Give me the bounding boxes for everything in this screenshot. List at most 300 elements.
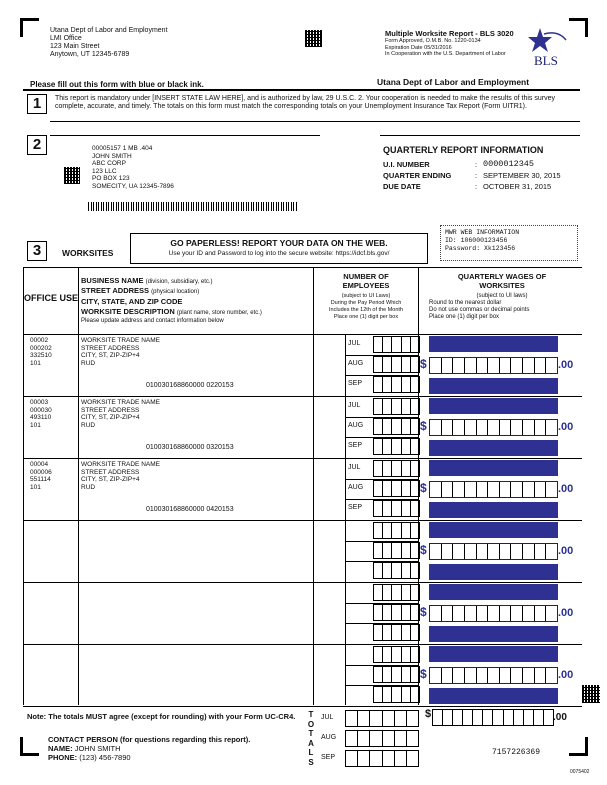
digit-box[interactable] bbox=[383, 711, 395, 726]
employee-count-input[interactable] bbox=[373, 418, 420, 435]
digit-box[interactable] bbox=[500, 606, 512, 621]
month-label: JUL bbox=[348, 402, 361, 409]
digit-box[interactable] bbox=[442, 420, 454, 435]
wages-note-2: Round to the nearest dollar bbox=[429, 300, 502, 306]
digit-box[interactable] bbox=[465, 482, 477, 497]
digit-box[interactable] bbox=[392, 461, 401, 476]
digit-box[interactable] bbox=[374, 481, 383, 496]
mail-line-6: SOMECITY, UA 12345-7896 bbox=[92, 182, 174, 190]
total-month-label: AUG bbox=[321, 734, 337, 741]
digit-box[interactable] bbox=[500, 358, 512, 373]
wage-input[interactable] bbox=[429, 605, 558, 622]
street-note: (physical location) bbox=[151, 288, 200, 295]
digit-box[interactable] bbox=[392, 419, 401, 434]
digit-box[interactable] bbox=[523, 482, 535, 497]
digit-box[interactable] bbox=[392, 625, 401, 640]
digit-box[interactable] bbox=[383, 481, 392, 496]
digit-box[interactable] bbox=[383, 751, 395, 766]
digit-box[interactable] bbox=[483, 710, 493, 725]
section-1-divider bbox=[50, 121, 580, 122]
digit-box[interactable] bbox=[392, 399, 401, 414]
digit-box[interactable] bbox=[346, 731, 358, 746]
digit-box[interactable] bbox=[500, 668, 512, 683]
digit-box[interactable] bbox=[383, 667, 392, 682]
digit-box[interactable] bbox=[523, 606, 535, 621]
digit-box[interactable] bbox=[500, 482, 512, 497]
digit-box[interactable] bbox=[402, 501, 411, 516]
employee-count-input[interactable] bbox=[373, 542, 420, 559]
digit-box[interactable] bbox=[500, 544, 512, 559]
digit-box[interactable] bbox=[374, 667, 383, 682]
row-divider bbox=[23, 458, 582, 459]
digit-box[interactable] bbox=[430, 358, 442, 373]
digit-box[interactable] bbox=[453, 668, 465, 683]
digit-box[interactable] bbox=[453, 358, 465, 373]
digit-box[interactable] bbox=[465, 606, 477, 621]
office-name: LMI Office bbox=[50, 35, 82, 42]
agency-address-block bbox=[50, 27, 168, 59]
digit-box[interactable] bbox=[346, 751, 358, 766]
digit-box[interactable] bbox=[411, 481, 419, 496]
digit-box[interactable] bbox=[370, 751, 382, 766]
digit-box[interactable] bbox=[358, 711, 370, 726]
total-employee-input[interactable] bbox=[345, 710, 419, 727]
digit-box[interactable] bbox=[442, 544, 454, 559]
digit-box[interactable] bbox=[392, 439, 401, 454]
digit-box[interactable] bbox=[383, 377, 392, 392]
worksite-street: STREET ADDRESS bbox=[81, 468, 140, 476]
total-month-label: JUL bbox=[321, 714, 334, 721]
digit-box[interactable] bbox=[374, 439, 383, 454]
digit-box[interactable] bbox=[411, 419, 419, 434]
digit-box[interactable] bbox=[374, 461, 383, 476]
worksite-street: STREET ADDRESS bbox=[81, 406, 140, 414]
wage-bar-top bbox=[429, 646, 558, 662]
office-code-line: 00002 bbox=[30, 337, 49, 344]
digit-box[interactable] bbox=[477, 606, 489, 621]
omb-number: Form Approved, O.M.B. No. 1220-0134 bbox=[385, 38, 481, 44]
mailing-address bbox=[92, 145, 174, 190]
wage-bar-bottom bbox=[429, 378, 558, 394]
office-code-line: 551114 bbox=[30, 476, 51, 483]
digit-box[interactable] bbox=[392, 563, 401, 578]
row-divider bbox=[23, 520, 582, 521]
digit-box[interactable] bbox=[488, 668, 500, 683]
digit-box[interactable] bbox=[383, 419, 392, 434]
office-code-line: 332510 bbox=[30, 352, 52, 359]
header-qr-code bbox=[305, 30, 322, 47]
worksite-city: CITY, ST, ZIP-ZIP+4 bbox=[81, 476, 140, 483]
digit-box[interactable] bbox=[534, 710, 544, 725]
office-use-header: OFFICE USE bbox=[24, 293, 79, 303]
digit-box[interactable] bbox=[392, 667, 401, 682]
digit-box[interactable] bbox=[383, 439, 392, 454]
digit-box[interactable] bbox=[453, 420, 465, 435]
digit-box[interactable] bbox=[402, 523, 411, 538]
digit-box[interactable] bbox=[535, 544, 547, 559]
digit-box[interactable] bbox=[383, 501, 392, 516]
digit-box[interactable] bbox=[535, 358, 547, 373]
digit-box[interactable] bbox=[383, 357, 392, 372]
digit-box[interactable] bbox=[546, 606, 557, 621]
digit-box[interactable] bbox=[477, 482, 489, 497]
digit-box[interactable] bbox=[392, 523, 401, 538]
digit-box[interactable] bbox=[511, 358, 523, 373]
digit-box[interactable] bbox=[374, 605, 383, 620]
digit-box[interactable] bbox=[402, 439, 411, 454]
office-code-line: 101 bbox=[30, 483, 41, 491]
digit-box[interactable] bbox=[430, 606, 442, 621]
agency-name: Utana Dept of Labor and Employment bbox=[50, 27, 168, 34]
employee-count-input[interactable] bbox=[373, 646, 420, 663]
total-dollar-sign: $ bbox=[425, 708, 432, 720]
contact-title: CONTACT PERSON (for questions regarding this report). bbox=[48, 735, 251, 744]
digit-box[interactable] bbox=[402, 543, 411, 558]
digit-box[interactable] bbox=[546, 668, 557, 683]
digit-box[interactable] bbox=[392, 501, 401, 516]
total-month-label: SEP bbox=[321, 754, 336, 761]
wage-input[interactable] bbox=[429, 481, 558, 498]
digit-box[interactable] bbox=[430, 482, 442, 497]
digit-box[interactable] bbox=[477, 668, 489, 683]
employee-count-input[interactable] bbox=[373, 438, 420, 455]
corner-mark-bottom-left bbox=[20, 737, 39, 756]
digit-box[interactable] bbox=[411, 647, 419, 662]
web-password: Password: Xk123456 bbox=[445, 245, 516, 252]
digit-box[interactable] bbox=[453, 606, 465, 621]
employee-count-input[interactable] bbox=[373, 480, 420, 497]
digit-box[interactable] bbox=[392, 481, 401, 496]
business-header bbox=[81, 276, 313, 325]
street-header: STREET ADDRESS bbox=[81, 285, 150, 295]
digit-box[interactable] bbox=[453, 544, 465, 559]
total-cents: .00 bbox=[553, 712, 567, 723]
worksite-code: 010030168860000 0320153 bbox=[146, 444, 234, 451]
digit-box[interactable] bbox=[395, 751, 407, 766]
digit-box[interactable] bbox=[402, 377, 411, 392]
digit-box[interactable] bbox=[430, 544, 442, 559]
digit-box[interactable] bbox=[383, 585, 392, 600]
digit-box[interactable] bbox=[411, 585, 419, 600]
mail-line-3: ABC CORP bbox=[92, 160, 126, 167]
digit-box[interactable] bbox=[488, 358, 500, 373]
paperless-title: GO PAPERLESS! REPORT YOUR DATA ON THE WEB. bbox=[170, 238, 388, 248]
form-code: 0075402 bbox=[570, 769, 590, 775]
employee-count-input[interactable] bbox=[373, 522, 420, 539]
digit-box[interactable] bbox=[402, 667, 411, 682]
digit-box[interactable] bbox=[546, 358, 557, 373]
office-column-divider bbox=[78, 267, 79, 705]
dollar-sign: $ bbox=[420, 357, 427, 371]
digit-box[interactable] bbox=[500, 420, 512, 435]
digit-box[interactable] bbox=[546, 482, 557, 497]
quarter-ending-value: SEPTEMBER 30, 2015 bbox=[483, 171, 561, 180]
digit-box[interactable] bbox=[383, 731, 395, 746]
quarterly-info-table: U.I. NUMBER : 0000012345 QUARTER ENDING : SEPTEMBER 30, 2015 DUE DATE : OCTOBER 31, 2015 bbox=[383, 159, 561, 191]
business-name-note: (division, subsidiary, etc.) bbox=[145, 279, 213, 285]
digit-box[interactable] bbox=[523, 358, 535, 373]
employee-count-input[interactable] bbox=[373, 624, 420, 641]
web-id: ID: 106000123456 bbox=[445, 237, 508, 244]
digit-box[interactable] bbox=[442, 482, 454, 497]
digit-box[interactable] bbox=[374, 501, 383, 516]
wage-input[interactable] bbox=[429, 357, 558, 374]
digit-box[interactable] bbox=[370, 711, 382, 726]
digit-box[interactable] bbox=[383, 563, 392, 578]
digit-box[interactable] bbox=[544, 710, 553, 725]
digit-box[interactable] bbox=[411, 399, 419, 414]
digit-box[interactable] bbox=[488, 482, 500, 497]
digit-box[interactable] bbox=[383, 399, 392, 414]
digit-box[interactable] bbox=[411, 605, 419, 620]
digit-box[interactable] bbox=[374, 399, 383, 414]
digit-box[interactable] bbox=[392, 687, 401, 702]
digit-box[interactable] bbox=[511, 668, 523, 683]
digit-box[interactable] bbox=[402, 337, 411, 352]
digit-box[interactable] bbox=[535, 482, 547, 497]
digit-box[interactable] bbox=[374, 687, 383, 702]
row-divider bbox=[23, 644, 582, 645]
digit-box[interactable] bbox=[477, 544, 489, 559]
office-code-line: 000202 bbox=[30, 344, 52, 352]
digit-box[interactable] bbox=[411, 377, 419, 392]
digit-box[interactable] bbox=[383, 543, 392, 558]
digit-box[interactable] bbox=[392, 357, 401, 372]
digit-box[interactable] bbox=[383, 605, 392, 620]
digit-box[interactable] bbox=[383, 625, 392, 640]
digit-box[interactable] bbox=[535, 606, 547, 621]
digit-box[interactable] bbox=[402, 585, 411, 600]
digit-box[interactable] bbox=[514, 710, 524, 725]
digit-box[interactable] bbox=[402, 563, 411, 578]
dollar-sign: $ bbox=[420, 667, 427, 681]
employee-count-input[interactable] bbox=[373, 356, 420, 373]
digit-box[interactable] bbox=[546, 544, 557, 559]
digit-box[interactable] bbox=[511, 606, 523, 621]
contact-name: JOHN SMITH bbox=[74, 744, 121, 753]
digit-box[interactable] bbox=[465, 544, 477, 559]
digit-box[interactable] bbox=[411, 461, 419, 476]
digit-box[interactable] bbox=[524, 710, 534, 725]
digit-box[interactable] bbox=[504, 710, 514, 725]
agency-name-right: Utana Dept of Labor and Employment bbox=[377, 77, 530, 87]
digit-box[interactable] bbox=[493, 710, 503, 725]
digit-box[interactable] bbox=[411, 523, 419, 538]
worksite-city: CITY, ST, ZIP-ZIP+4 bbox=[81, 352, 140, 359]
digit-box[interactable] bbox=[407, 731, 418, 746]
digit-box[interactable] bbox=[453, 482, 465, 497]
digit-box[interactable] bbox=[374, 377, 383, 392]
office-code-line: 00003 bbox=[30, 399, 49, 406]
digit-box[interactable] bbox=[395, 731, 407, 746]
wage-input[interactable] bbox=[429, 419, 558, 436]
wage-bar-bottom bbox=[429, 688, 558, 704]
digit-box[interactable] bbox=[402, 605, 411, 620]
digit-box[interactable] bbox=[402, 357, 411, 372]
worksites-label: WORKSITES bbox=[62, 248, 114, 258]
worksite-code: 010030168860000 0420153 bbox=[146, 506, 234, 513]
month-label: JUL bbox=[348, 340, 361, 347]
digit-box[interactable] bbox=[383, 461, 392, 476]
office-code-line: 101 bbox=[30, 421, 41, 429]
digit-box[interactable] bbox=[402, 399, 411, 414]
digit-box[interactable] bbox=[374, 563, 383, 578]
digit-box[interactable] bbox=[392, 585, 401, 600]
digit-box[interactable] bbox=[535, 668, 547, 683]
employee-count-input[interactable] bbox=[373, 336, 420, 353]
description-note: (plant name, store number, etc.) bbox=[176, 309, 262, 316]
contact-name-label: NAME: bbox=[48, 744, 73, 753]
digit-box[interactable] bbox=[453, 710, 463, 725]
digit-box[interactable] bbox=[370, 731, 382, 746]
office-use-codes bbox=[30, 461, 52, 491]
digit-box[interactable] bbox=[511, 544, 523, 559]
digit-box[interactable] bbox=[402, 419, 411, 434]
employee-count-input[interactable] bbox=[373, 460, 420, 477]
digit-box[interactable] bbox=[392, 377, 401, 392]
digit-box[interactable] bbox=[465, 358, 477, 373]
employee-count-input[interactable] bbox=[373, 500, 420, 517]
office-code-line: 00004 bbox=[30, 461, 49, 468]
digit-box[interactable] bbox=[374, 357, 383, 372]
digit-box[interactable] bbox=[392, 337, 401, 352]
totals-note: Note: The totals MUST agree (except for rounding) with your Form UC-CR4. bbox=[27, 712, 296, 721]
worksite-street: STREET ADDRESS bbox=[81, 344, 140, 352]
digit-box[interactable] bbox=[535, 420, 547, 435]
month-label: AUG bbox=[348, 422, 364, 429]
digit-box[interactable] bbox=[488, 420, 500, 435]
total-wage-input[interactable] bbox=[432, 709, 554, 726]
digit-box[interactable] bbox=[523, 420, 535, 435]
digit-box[interactable] bbox=[411, 667, 419, 682]
digit-box[interactable] bbox=[411, 625, 419, 640]
employee-count-input[interactable] bbox=[373, 562, 420, 579]
digit-box[interactable] bbox=[374, 523, 383, 538]
digit-box[interactable] bbox=[402, 625, 411, 640]
digit-box[interactable] bbox=[411, 543, 419, 558]
digit-box[interactable] bbox=[383, 337, 392, 352]
wage-bar-bottom bbox=[429, 564, 558, 580]
digit-box[interactable] bbox=[402, 481, 411, 496]
digit-box[interactable] bbox=[358, 751, 370, 766]
mail-line-1: 00005157 1 MB .404 bbox=[92, 145, 153, 152]
digit-box[interactable] bbox=[392, 647, 401, 662]
employee-count-input[interactable] bbox=[373, 376, 420, 393]
digit-box[interactable] bbox=[443, 710, 453, 725]
digit-box[interactable] bbox=[411, 687, 419, 702]
digit-box[interactable] bbox=[511, 420, 523, 435]
digit-box[interactable] bbox=[374, 419, 383, 434]
digit-box[interactable] bbox=[511, 482, 523, 497]
employee-count-input[interactable] bbox=[373, 666, 420, 683]
digit-box[interactable] bbox=[407, 711, 418, 726]
wage-bar-bottom bbox=[429, 626, 558, 642]
digit-box[interactable] bbox=[523, 544, 535, 559]
city-header: CITY, STATE, AND ZIP CODE bbox=[81, 297, 183, 306]
month-label: AUG bbox=[348, 360, 364, 367]
digit-box[interactable] bbox=[402, 647, 411, 662]
digit-box[interactable] bbox=[392, 605, 401, 620]
digit-box[interactable] bbox=[374, 337, 383, 352]
digit-box[interactable] bbox=[358, 731, 370, 746]
digit-box[interactable] bbox=[442, 668, 454, 683]
address-qr-code bbox=[64, 167, 80, 184]
digit-box[interactable] bbox=[395, 711, 407, 726]
digit-box[interactable] bbox=[411, 337, 419, 352]
digit-box[interactable] bbox=[374, 585, 383, 600]
wage-input[interactable] bbox=[429, 543, 558, 560]
digit-box[interactable] bbox=[407, 751, 418, 766]
total-employee-input[interactable] bbox=[345, 750, 419, 767]
digit-box[interactable] bbox=[523, 668, 535, 683]
digit-box[interactable] bbox=[411, 357, 419, 372]
employee-count-input[interactable] bbox=[373, 398, 420, 415]
worksite-name: WORKSITE TRADE NAME bbox=[81, 461, 160, 468]
digit-box[interactable] bbox=[402, 687, 411, 702]
cents-label: .00 bbox=[558, 421, 574, 433]
employees-title: NUMBER OF EMPLOYEES bbox=[342, 272, 390, 290]
employee-count-input[interactable] bbox=[373, 604, 420, 621]
digit-box[interactable] bbox=[477, 420, 489, 435]
due-date-label: DUE DATE bbox=[383, 182, 421, 191]
digit-box[interactable] bbox=[463, 710, 473, 725]
digit-box[interactable] bbox=[383, 687, 392, 702]
digit-box[interactable] bbox=[465, 668, 477, 683]
cents-label: .00 bbox=[558, 359, 574, 371]
worksite-address bbox=[81, 399, 160, 429]
wage-input[interactable] bbox=[429, 667, 558, 684]
total-employee-input[interactable] bbox=[345, 730, 419, 747]
section-1-number: 1 bbox=[27, 94, 47, 114]
header-row-divider bbox=[23, 334, 582, 335]
digit-box[interactable] bbox=[402, 461, 411, 476]
mail-line-4: 123 LLC bbox=[92, 167, 117, 175]
digit-box[interactable] bbox=[383, 647, 392, 662]
digit-box[interactable] bbox=[488, 544, 500, 559]
digit-box[interactable] bbox=[374, 543, 383, 558]
dollar-sign: $ bbox=[420, 419, 427, 433]
employee-count-input[interactable] bbox=[373, 584, 420, 601]
digit-box[interactable] bbox=[473, 710, 483, 725]
section-2-top-line bbox=[50, 135, 320, 136]
digit-box[interactable] bbox=[346, 711, 358, 726]
digit-box[interactable] bbox=[477, 358, 489, 373]
wages-note-4: Place one (1) digit per box bbox=[429, 314, 500, 320]
digit-box[interactable] bbox=[442, 606, 454, 621]
digit-box[interactable] bbox=[442, 358, 454, 373]
digit-box[interactable] bbox=[430, 420, 442, 435]
digit-box[interactable] bbox=[430, 668, 442, 683]
digit-box[interactable] bbox=[374, 625, 383, 640]
business-name-header: BUSINESS NAME bbox=[81, 276, 144, 285]
dollar-sign: $ bbox=[420, 543, 427, 557]
form-title: Multiple Worksite Report - BLS 3020 bbox=[385, 29, 514, 38]
digit-box[interactable] bbox=[411, 563, 419, 578]
digit-box[interactable] bbox=[392, 543, 401, 558]
web-info-title: MWR WEB INFORMATION bbox=[445, 229, 520, 236]
digit-box[interactable] bbox=[433, 710, 443, 725]
employee-count-input[interactable] bbox=[373, 686, 420, 703]
digit-box[interactable] bbox=[465, 420, 477, 435]
digit-box[interactable] bbox=[383, 523, 392, 538]
digit-box[interactable] bbox=[546, 420, 557, 435]
digit-box[interactable] bbox=[411, 439, 419, 454]
digit-box[interactable] bbox=[374, 647, 383, 662]
digit-box[interactable] bbox=[488, 606, 500, 621]
web-info-box bbox=[440, 225, 578, 261]
digit-box[interactable] bbox=[411, 501, 419, 516]
business-column-divider bbox=[313, 267, 314, 705]
